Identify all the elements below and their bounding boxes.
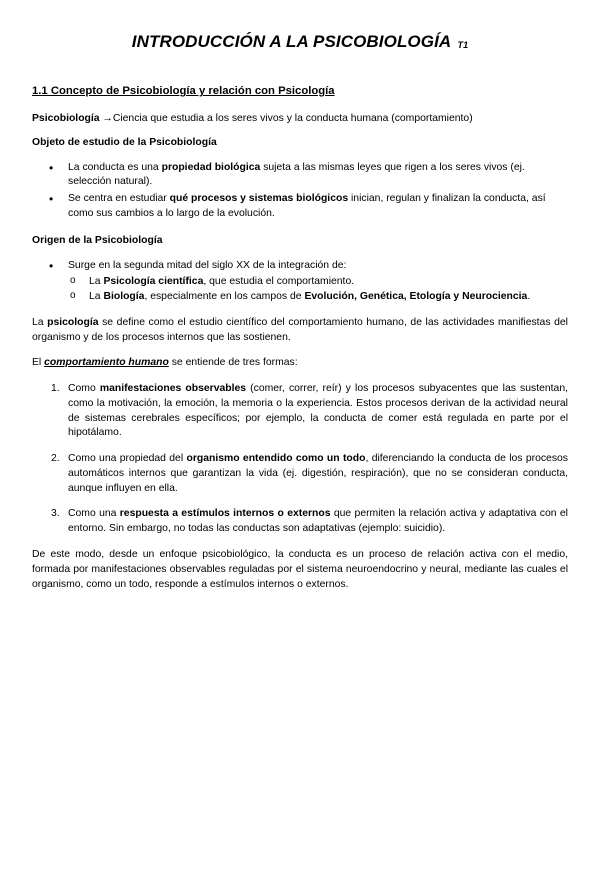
item-text: Surge en la segunda mitad del siglo XX de la integración de: [68,259,347,271]
document-page [0,30,600,878]
sublist-item [89,275,568,290]
item-text: Como [68,383,100,395]
item-number: 2. [51,453,60,465]
item-bold: respuesta a estímulos internos o externos [119,508,331,520]
item-text: , diferenciando la conducta de los procesos automáticos internos que garantizan la vida (ej. digestión, respiración), que no se consideran conducta, aunque influyen en ella. [68,453,568,494]
item-text: Como una propiedad del [68,453,187,465]
item-bold: Biología [103,291,145,303]
item-text: inician, regulan y finalizan la conducta, así como sus cambios a lo largo de la evolución. [68,193,546,219]
item-bold: propiedad biológica [161,161,261,173]
comportamiento-intro [32,356,568,371]
definition-arrow: → [99,113,113,125]
item-text: . [527,291,531,303]
psicologia-definition [32,316,568,346]
numbered-item [51,452,568,496]
item-text: sujeta a las mismas leyes que rigen a los seres vivos (ej. selección natural). [68,161,525,188]
objeto-heading: Objeto de estudio de la Psicobiología [32,136,217,148]
item-bold: organismo entendido como un todo [186,453,366,465]
numbered-item [51,507,568,537]
para-bold: psicología [47,316,99,328]
sublist-item [89,290,568,305]
numbered-item [51,382,568,441]
para-text: El [32,357,45,369]
item-text: (comer, correr, reír) y los procesos subyacentes que las sustentan, como la motivación, la emoción, la memoria o la experiencia. Estos procesos derivan de la actividad neural de sistemas cerebrales específicos; por ejemplo, la conducta de comer está regulada en parte por el hipotálamo. [68,383,568,439]
definition-text: Ciencia que estudia a los seres vivos y la conducta humana (comportamiento) [112,113,473,125]
definition-term: Psicobiología [32,113,100,125]
item-text: , especialmente en los campos de [144,291,305,303]
item-text: La [89,291,104,303]
para-text: se define como el estudio científico del comportamiento humano, de las actividades manifiestas del organismo y de los procesos internos que las sostienen. [32,316,568,343]
item-text: Como una [68,508,120,520]
item-bold: Psicología científica [103,276,204,288]
item-number: 3. [51,508,60,520]
section-heading: 1.1 Concepto de Psicobiología y relación con Psicología [32,85,335,98]
list-item [68,192,568,222]
title-tag: T1 [457,40,469,50]
title-text: INTRODUCCIÓN A LA PSICOBIOLOGÍA [131,32,451,51]
origen-heading: Origen de la Psicobiología [32,234,163,246]
origen-sublist [68,275,568,305]
list-item [68,259,568,305]
item-bold: qué procesos y sistemas biológicos [169,193,349,205]
objeto-list [32,161,568,222]
para-bold-italic: comportamiento humano [44,357,169,369]
formas-list [32,382,568,537]
item-number: 1. [51,383,60,395]
item-text: La [89,276,104,288]
item-text: , que estudia el comportamiento. [203,276,355,288]
origen-list [32,259,568,305]
para-text: La [32,316,48,328]
para-text: se entiende de tres formas: [168,357,298,369]
conclusion-paragraph: De este modo, desde un enfoque psicobiológico, la conducta es un proceso de relación activa con el medio, formada por manifestaciones observables reguladas por el sistema neuroendocrino y neural, mediante las cuales el organismo, como un todo, responde a estímulos internos o externos. [32,549,568,590]
item-bold: Evolución, Genética, Etología y Neurociencia [304,291,528,303]
item-text: Se centra en estudiar [68,193,170,205]
item-bold: manifestaciones observables [99,383,247,395]
definition-paragraph [32,112,568,127]
item-text: La conducta es una [68,161,162,173]
document-title [32,30,568,54]
list-item [68,161,568,191]
item-text: que permiten la relación activa y adaptativa con el entorno. Sin embargo, no todas las conductas son adaptativas (ejemplo: suicidio). [68,508,568,535]
